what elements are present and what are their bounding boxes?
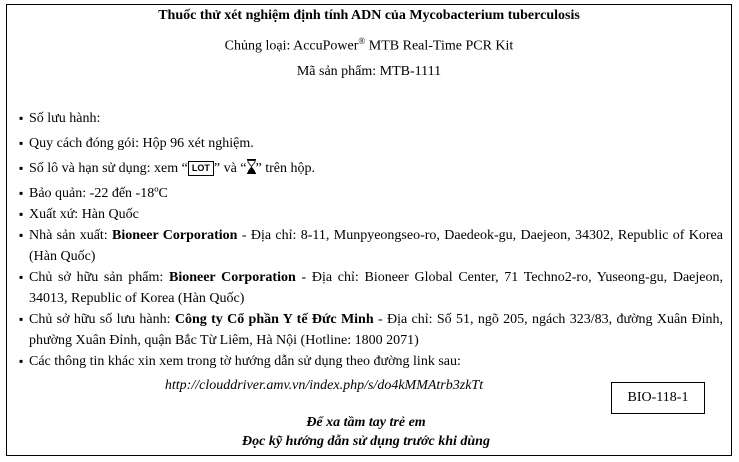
holder-name: Công ty Cổ phần Y tế Đức Minh [174,312,374,327]
list-item-registration [19,108,723,129]
label-title: Thuốc thử xét nghiệm định tính ADN của Mycobacterium tuberculosis [158,8,580,23]
info-list [19,108,723,372]
list-item-owner [19,267,723,309]
owner-prefix: Chủ sở hữu sản phẩm: [29,270,169,285]
owner-name: Bioneer Corporation [168,270,296,285]
holder-prefix: Chủ sở hữu số lưu hành: [29,312,175,327]
list-item-manufacturer [19,225,723,267]
list-item-lot [19,158,723,179]
manufacturer-address: - Địa chỉ: 8-11, Munpyeongseo-ro, Daedeok-gu, Daejeon, 34302, Republic of Korea (Hàn Quốc) [29,228,723,264]
list-item-packaging [19,133,723,154]
category-prefix: Chủng loại: AccuPower [224,38,359,54]
list-item-other-info [19,351,723,372]
lot-text-post: ” trên hộp. [255,161,315,176]
registration-text: Số lưu hành: [29,111,101,126]
category-suffix: MTB Real-Time PCR Kit [365,38,514,54]
lot-text-pre: Số lô và hạn sử dụng: xem “ [29,161,188,176]
product-code: Mã sản phẩm: MTB-1111 [296,64,442,79]
lot-symbol: LOT [188,161,214,176]
category-line [7,36,731,55]
origin-text: Xuất xứ: Hàn Quốc [29,207,139,222]
list-item-storage [19,183,723,204]
holder-address: - Địa chỉ: Số 51, ngõ 205, ngách 323/83, đường Xuân Đỉnh, phường Xuân Đỉnh, quận Bắc Từ Liêm, Hà Nội (Hotline: 1800 2071) [29,312,723,348]
product-label [6,4,732,456]
list-item-origin [19,204,723,225]
manufacturer-prefix: Nhà sản xuất: [29,228,113,243]
instructions-link[interactable]: http://clouddriver.amv.vn/index.php/s/do4kMMAtrb3zkTt [164,378,484,393]
registered-mark: ® [358,36,366,46]
hourglass-icon [247,159,256,174]
packaging-text: Quy cách đóng gói: Hộp 96 xét nghiệm. [29,136,254,151]
manufacturer-name: Bioneer Corporation [112,228,238,243]
owner-address: - Địa chỉ: Bioneer Global Center, 71 Techno2-ro, Yuseong-gu, Daejeon, 34013, Republic of Korea (Hàn Quốc) [29,270,723,306]
lot-text-mid: ” và “ [213,161,247,176]
box-code: BIO-118-1 [611,382,705,414]
storage-text: Bảo quản: -22 đến -18ºC [29,186,168,201]
warning-read-instructions: Đọc kỹ hướng dẫn sử dụng trước khi dùng [242,434,490,449]
warning-children: Để xa tầm tay trẻ em [306,415,426,430]
list-item-holder [19,309,723,351]
other-info-text: Các thông tin khác xin xem trong tờ hướng dẫn sử dụng theo đường link sau: [29,354,461,369]
